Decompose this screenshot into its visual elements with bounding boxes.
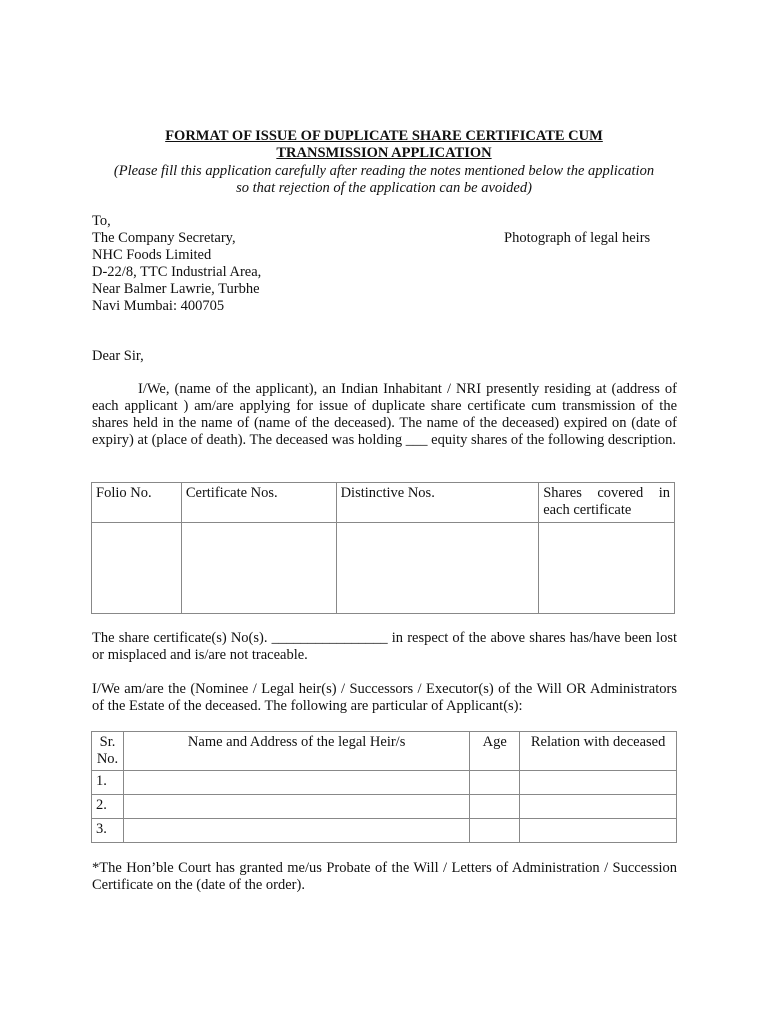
heir-name-cell[interactable]	[123, 795, 469, 819]
header-age: Age	[470, 732, 520, 771]
header-distinctive-nos: Distinctive Nos.	[336, 483, 539, 523]
table-row	[92, 523, 675, 614]
address-line-2: NHC Foods Limited	[92, 247, 212, 263]
title-line-1: FORMAT OF ISSUE OF DUPLICATE SHARE CERTIFICATE CUM	[165, 128, 603, 144]
heir-relation-cell[interactable]	[520, 795, 677, 819]
header-certificate-nos: Certificate Nos.	[181, 483, 336, 523]
row-number: 2.	[92, 795, 124, 819]
row-number: 3.	[92, 819, 124, 843]
header-sr-no: Sr. No.	[92, 732, 124, 771]
heir-name-cell[interactable]	[123, 819, 469, 843]
heir-age-cell[interactable]	[470, 795, 520, 819]
table-row	[92, 771, 677, 795]
table-row	[92, 795, 677, 819]
applicant-paragraph: I/We, (name of the applicant), an Indian Inhabitant / NRI presently residing at (address of each applicant ) am/are applying for issue of duplicate share certificate cum transmission of the shares held in the name of (name of the deceased). The name of the deceased) expired on (date of expiry) at (place of death). The deceased was holding ___ equity shares of the following description.	[92, 381, 677, 448]
instruction-line-2: so that rejection of the application can be avoided)	[236, 180, 532, 196]
distinctive-nos-cell[interactable]	[336, 523, 539, 614]
header-relation: Relation with deceased	[520, 732, 677, 771]
header-shares-covered: Shares covered in each certificate	[539, 483, 675, 523]
header-folio-no: Folio No.	[92, 483, 182, 523]
instruction-line-1: (Please fill this application carefully after reading the notes mentioned below the application	[113, 163, 655, 179]
heir-relation-cell[interactable]	[520, 771, 677, 795]
heir-relation-cell[interactable]	[520, 819, 677, 843]
salutation: Dear Sir,	[92, 348, 144, 364]
heir-age-cell[interactable]	[470, 819, 520, 843]
document-title	[92, 128, 676, 162]
table-header-row	[92, 483, 675, 523]
share-details-table	[91, 482, 675, 614]
heirs-paragraph: I/We am/are the (Nominee / Legal heir(s) / Successors / Executor(s) of the Will OR Administrators of the Estate of the deceased. The following are particular of Applicant(s):	[92, 681, 677, 714]
shares-covered-cell[interactable]	[539, 523, 675, 614]
recipient-address	[92, 213, 261, 315]
lost-certificate-paragraph: The share certificate(s) No(s). ________________ in respect of the above shares has/have been lost or misplaced and is/are not traceable.	[92, 630, 677, 663]
court-order-paragraph: *The Hon’ble Court has granted me/us Probate of the Will / Letters of Administration / Succession Certificate on the (date of the order).	[92, 860, 677, 893]
heir-name-cell[interactable]	[123, 771, 469, 795]
address-line-4: Near Balmer Lawrie, Turbhe	[92, 281, 260, 297]
address-to: To,	[92, 213, 111, 229]
table-row	[92, 819, 677, 843]
address-line-3: D-22/8, TTC Industrial Area,	[92, 264, 262, 280]
title-line-2: TRANSMISSION APPLICATION	[276, 145, 492, 161]
header-name-address: Name and Address of the legal Heir/s	[123, 732, 469, 771]
certificate-nos-cell[interactable]	[181, 523, 336, 614]
legal-heirs-table	[91, 731, 677, 843]
table-header-row	[92, 732, 677, 771]
address-line-1: The Company Secretary,	[92, 230, 236, 246]
address-line-5: Navi Mumbai: 400705	[92, 298, 225, 314]
folio-no-cell[interactable]	[92, 523, 182, 614]
row-number: 1.	[92, 771, 124, 795]
instruction-note	[86, 163, 682, 197]
heir-age-cell[interactable]	[470, 771, 520, 795]
photograph-placeholder: Photograph of legal heirs	[504, 230, 651, 246]
